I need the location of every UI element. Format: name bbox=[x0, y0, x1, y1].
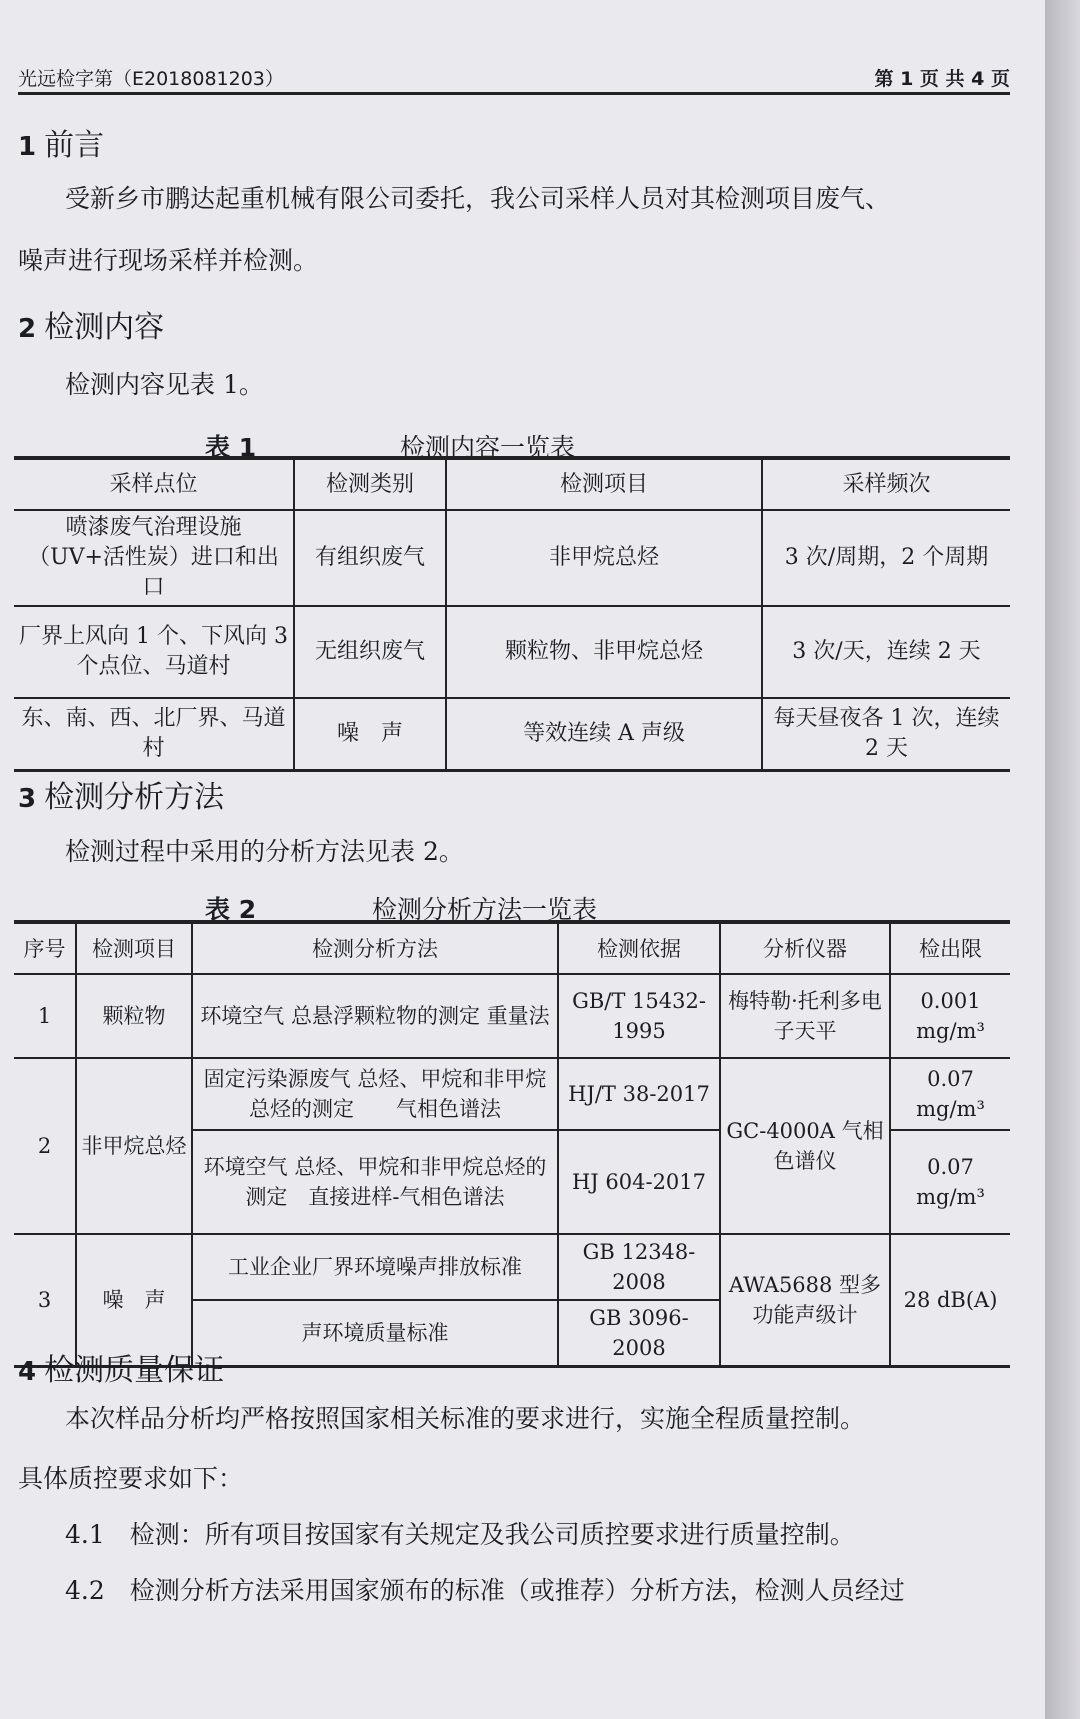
table-cell: HJ/T 38-2017 bbox=[558, 1058, 720, 1130]
table-2-header: 检测项目 bbox=[76, 922, 192, 974]
section-title: 前言 bbox=[44, 128, 105, 163]
section-4-heading bbox=[18, 1345, 224, 1389]
table-cell: 等效连续 A 声级 bbox=[446, 698, 762, 770]
table-cell: 声环境质量标准 bbox=[192, 1300, 558, 1367]
table-row bbox=[14, 1234, 1010, 1300]
section-number: 1 bbox=[18, 132, 37, 162]
table-cell: 每天昼夜各 1 次，连续 2 天 bbox=[762, 698, 1010, 770]
table-cell: 1 bbox=[14, 974, 76, 1058]
section-1-text-line-2: 噪声进行现场采样并检测。 bbox=[18, 246, 319, 275]
table-cell: 厂界上风向 1 个、下风向 3 个点位、马道村 bbox=[14, 606, 294, 698]
table-1-header: 检测类别 bbox=[294, 458, 446, 510]
table-cell: 2 bbox=[14, 1058, 76, 1234]
section-number: 4 bbox=[18, 1357, 37, 1387]
section-2-text: 检测内容见表 1。 bbox=[65, 370, 264, 399]
section-2-heading bbox=[18, 302, 164, 346]
table-cell: 颗粒物、非甲烷总烃 bbox=[446, 606, 762, 698]
table-row bbox=[14, 606, 1010, 698]
table-cell: HJ 604-2017 bbox=[558, 1130, 720, 1234]
page-number: 第 1 页 共 4 页 bbox=[874, 68, 1010, 90]
report-number: 光远检字第（E2018081203） bbox=[18, 68, 284, 90]
table-cell: 非甲烷总烃 bbox=[446, 510, 762, 606]
table-cell: 3 次/天，连续 2 天 bbox=[762, 606, 1010, 698]
table-cell: GB/T 15432-1995 bbox=[558, 974, 720, 1058]
table-cell: 3 bbox=[14, 1234, 76, 1367]
header-rule bbox=[18, 92, 1010, 95]
table-2-header: 检测分析方法 bbox=[192, 922, 558, 974]
table-cell: 噪 声 bbox=[294, 698, 446, 770]
section-1-text-line-1: 受新乡市鹏达起重机械有限公司委托，我公司采样人员对其检测项目废气、 bbox=[65, 184, 891, 213]
table-cell: 环境空气 总烃、甲烷和非甲烷总烃的测定 直接进样-气相色谱法 bbox=[192, 1130, 558, 1234]
section-4-text-line-1: 本次样品分析均严格按照国家相关标准的要求进行，实施全程质量控制。 bbox=[65, 1404, 866, 1433]
table-cell: 梅特勒·托利多电子天平 bbox=[720, 974, 890, 1058]
section-1-heading bbox=[18, 120, 104, 164]
table-cell: 非甲烷总烃 bbox=[76, 1058, 192, 1234]
table-row bbox=[14, 698, 1010, 770]
section-title: 检测质量保证 bbox=[44, 1353, 225, 1388]
table-cell: 固定污染源废气 总烃、甲烷和非甲烷总烃的测定 气相色谱法 bbox=[192, 1058, 558, 1130]
table-cell: 工业企业厂界环境噪声排放标准 bbox=[192, 1234, 558, 1300]
table-cell: 喷漆废气治理设施（UV+活性炭）进口和出口 bbox=[14, 510, 294, 606]
table-1-header: 检测项目 bbox=[446, 458, 762, 510]
table-2-title: 检测分析方法一览表 bbox=[372, 895, 598, 924]
table-2-header: 分析仪器 bbox=[720, 922, 890, 974]
table-cell: 3 次/周期，2 个周期 bbox=[762, 510, 1010, 606]
table-cell: 0.001 mg/m³ bbox=[890, 974, 1010, 1058]
table-cell: 无组织废气 bbox=[294, 606, 446, 698]
table-cell: 颗粒物 bbox=[76, 974, 192, 1058]
table-cell: 有组织废气 bbox=[294, 510, 446, 606]
table-2-label: 表 2 bbox=[205, 895, 257, 924]
table-cell: GB 3096-2008 bbox=[558, 1300, 720, 1367]
table-row bbox=[14, 510, 1010, 606]
table-1-title: 检测内容一览表 bbox=[400, 433, 576, 462]
table-2-header: 序号 bbox=[14, 922, 76, 974]
table-cell: 东、南、西、北厂界、马道村 bbox=[14, 698, 294, 770]
table-cell: GC-4000A 气相色谱仪 bbox=[720, 1058, 890, 1234]
section-4-1: 4.1 检测：所有项目按国家有关规定及我公司质控要求进行质量控制。 bbox=[65, 1520, 855, 1549]
table-2 bbox=[14, 920, 1010, 1368]
table-cell: 环境空气 总悬浮颗粒物的测定 重量法 bbox=[192, 974, 558, 1058]
section-3-text: 检测过程中采用的分析方法见表 2。 bbox=[65, 837, 464, 866]
table-cell: 0.07 mg/m³ bbox=[890, 1130, 1010, 1234]
table-cell: 噪 声 bbox=[76, 1234, 192, 1367]
section-number: 3 bbox=[18, 784, 37, 814]
table-row bbox=[14, 1058, 1010, 1130]
table-2-header: 检出限 bbox=[890, 922, 1010, 974]
section-title: 检测分析方法 bbox=[44, 780, 225, 815]
table-1-label: 表 1 bbox=[205, 433, 257, 462]
page-header bbox=[18, 62, 1010, 90]
section-number: 2 bbox=[18, 314, 37, 344]
table-1-header: 采样点位 bbox=[14, 458, 294, 510]
table-cell: AWA5688 型多功能声级计 bbox=[720, 1234, 890, 1367]
seal-stamp-fragment bbox=[1055, 830, 1069, 1030]
table-row bbox=[14, 974, 1010, 1058]
section-title: 检测内容 bbox=[44, 310, 165, 345]
table-cell: 0.07 mg/m³ bbox=[890, 1058, 1010, 1130]
table-1-header: 采样频次 bbox=[762, 458, 1010, 510]
section-4-text-line-2: 具体质控要求如下： bbox=[18, 1464, 244, 1493]
table-cell: 28 dB(A) bbox=[890, 1234, 1010, 1367]
table-2-header: 检测依据 bbox=[558, 922, 720, 974]
section-3-heading bbox=[18, 772, 224, 816]
table-1 bbox=[14, 456, 1010, 772]
table-cell: GB 12348-2008 bbox=[558, 1234, 720, 1300]
section-4-2: 4.2 检测分析方法采用国家颁布的标准（或推荐）分析方法，检测人员经过 bbox=[65, 1576, 905, 1605]
